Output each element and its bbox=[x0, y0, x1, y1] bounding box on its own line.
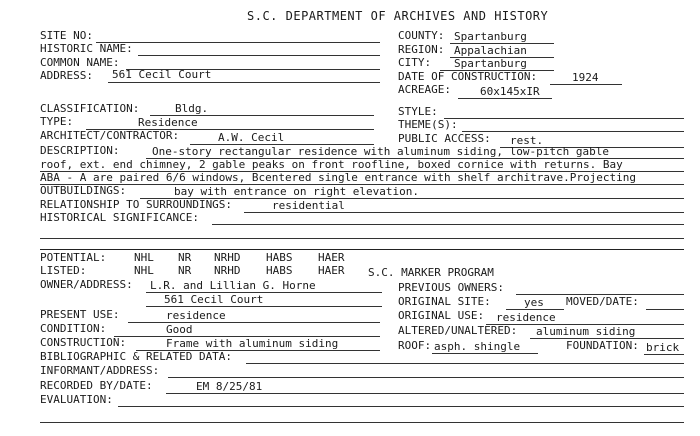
informant-label: INFORMANT/ADDRESS: bbox=[40, 364, 160, 377]
listed-nhl: NHL bbox=[134, 264, 154, 277]
historical-significance-line bbox=[212, 224, 684, 225]
classification-label: CLASSIFICATION: bbox=[40, 102, 140, 115]
bibliographic-label: BIBLIOGRAPHIC & RELATED DATA: bbox=[40, 350, 233, 363]
potential-nrhd: NRHD bbox=[214, 251, 241, 264]
potential-haer: HAER bbox=[318, 251, 345, 264]
acreage-line bbox=[458, 98, 552, 99]
section-divider bbox=[40, 249, 684, 250]
owner-street-value: 561 Cecil Court bbox=[164, 293, 264, 306]
construction-label: CONSTRUCTION: bbox=[40, 336, 127, 349]
original-site-label: ORIGINAL SITE: bbox=[398, 295, 491, 308]
original-site-line bbox=[506, 309, 564, 310]
style-label: STYLE: bbox=[398, 105, 438, 118]
blank-rule-bottom bbox=[40, 422, 684, 423]
address-label: ADDRESS: bbox=[40, 69, 93, 82]
county-value: Spartanburg bbox=[454, 30, 527, 43]
present-use-value: residence bbox=[166, 309, 226, 322]
classification-value: Bldg. bbox=[175, 102, 209, 115]
address-value: 561 Cecil Court bbox=[112, 68, 212, 81]
bibliographic-line bbox=[246, 363, 684, 364]
listed-haer: HAER bbox=[318, 264, 345, 277]
informant-line bbox=[168, 377, 684, 378]
description-line-1: One-story rectangular residence with aluminum siding, low-pitch gable bbox=[152, 145, 609, 158]
date-construction-line bbox=[550, 84, 622, 85]
outbuildings-label: OUTBUILDINGS: bbox=[40, 184, 127, 197]
region-label: REGION: bbox=[398, 43, 445, 56]
previous-owners-label: PREVIOUS OWNERS: bbox=[398, 281, 504, 294]
relationship-value: residential bbox=[272, 199, 345, 212]
city-value: Spartanburg bbox=[454, 57, 527, 70]
evaluation-label: EVALUATION: bbox=[40, 393, 113, 406]
type-value: Residence bbox=[138, 116, 198, 129]
region-value: Appalachian bbox=[454, 44, 527, 57]
foundation-line bbox=[644, 354, 684, 355]
present-use-label: PRESENT USE: bbox=[40, 308, 120, 321]
site-no-label: SITE NO: bbox=[40, 29, 93, 42]
owner-address-label: OWNER/ADDRESS: bbox=[40, 278, 133, 291]
description-line-2: roof, ext. end chimney, 2 gable peaks on front roofline, boxed cornice with returns. Bay bbox=[40, 158, 623, 171]
address-line bbox=[108, 82, 380, 83]
public-access-label: PUBLIC ACCESS: bbox=[398, 132, 491, 145]
date-construction-value: 1924 bbox=[572, 71, 599, 84]
marker-program-label: S.C. MARKER PROGRAM bbox=[368, 266, 494, 279]
architect-value: A.W. Cecil bbox=[218, 131, 285, 144]
altered-label: ALTERED/UNALTERED: bbox=[398, 324, 518, 337]
relationship-line bbox=[244, 212, 684, 213]
recorded-by-value: EM 8/25/81 bbox=[196, 380, 263, 393]
evaluation-line bbox=[118, 406, 684, 407]
description-line-3: ABA - A are paired 6/6 windows, Bcentered single entrance with shelf architrave.Projecting bbox=[40, 171, 637, 184]
roof-line bbox=[432, 353, 538, 354]
themes-line bbox=[462, 131, 684, 132]
owner-street-line bbox=[146, 306, 382, 307]
moved-date-line bbox=[646, 309, 684, 310]
form-header: S.C. DEPARTMENT OF ARCHIVES AND HISTORY bbox=[247, 9, 549, 23]
potential-nhl: NHL bbox=[134, 251, 154, 264]
historical-significance-label: HISTORICAL SIGNIFICANCE: bbox=[40, 211, 199, 224]
foundation-value: brick bbox=[646, 341, 680, 354]
blank-rule-1 bbox=[40, 238, 684, 239]
listed-habs: HABS bbox=[266, 264, 293, 277]
potential-habs: HABS bbox=[266, 251, 293, 264]
original-site-value: yes bbox=[524, 296, 544, 309]
foundation-label: FOUNDATION: bbox=[566, 339, 639, 352]
recorded-by-label: RECORDED BY/DATE: bbox=[40, 379, 153, 392]
owner-name-value: L.R. and Lillian G. Horne bbox=[150, 279, 316, 292]
potential-label: POTENTIAL: bbox=[40, 251, 107, 264]
acreage-label: ACREAGE: bbox=[398, 83, 451, 96]
moved-date-label: MOVED/DATE: bbox=[566, 295, 639, 308]
type-label: TYPE: bbox=[40, 115, 74, 128]
county-label: COUNTY: bbox=[398, 29, 445, 42]
construction-value: Frame with aluminum siding bbox=[166, 337, 339, 350]
roof-label: ROOF: bbox=[398, 339, 432, 352]
historic-name-label: HISTORIC NAME: bbox=[40, 42, 133, 55]
altered-value: aluminum siding bbox=[536, 325, 636, 338]
public-access-value: rest. bbox=[510, 134, 544, 147]
architect-label: ARCHITECT/CONTRACTOR: bbox=[40, 129, 180, 142]
common-name-label: COMMON NAME: bbox=[40, 56, 120, 69]
site-no-line bbox=[96, 42, 380, 43]
description-label: DESCRIPTION: bbox=[40, 144, 120, 157]
outbuildings-value: bay with entrance on right elevation. bbox=[174, 185, 420, 198]
date-construction-label: DATE OF CONSTRUCTION: bbox=[398, 70, 538, 83]
acreage-value: 60x145xIR bbox=[480, 85, 540, 98]
city-label: CITY: bbox=[398, 56, 432, 69]
roof-value: asph. shingle bbox=[434, 340, 521, 353]
original-use-label: ORIGINAL USE: bbox=[398, 309, 485, 322]
potential-nr: NR bbox=[178, 251, 192, 264]
listed-nrhd: NRHD bbox=[214, 264, 241, 277]
recorded-by-line bbox=[166, 393, 684, 394]
relationship-label: RELATIONSHIP TO SURROUNDINGS: bbox=[40, 198, 233, 211]
condition-label: CONDITION: bbox=[40, 322, 107, 335]
listed-label: LISTED: bbox=[40, 264, 87, 277]
historic-name-line bbox=[138, 55, 380, 56]
style-line bbox=[444, 118, 684, 119]
themes-label: THEME(S): bbox=[398, 118, 458, 131]
original-use-value: residence bbox=[496, 311, 556, 324]
listed-nr: NR bbox=[178, 264, 192, 277]
condition-value: Good bbox=[166, 323, 193, 336]
